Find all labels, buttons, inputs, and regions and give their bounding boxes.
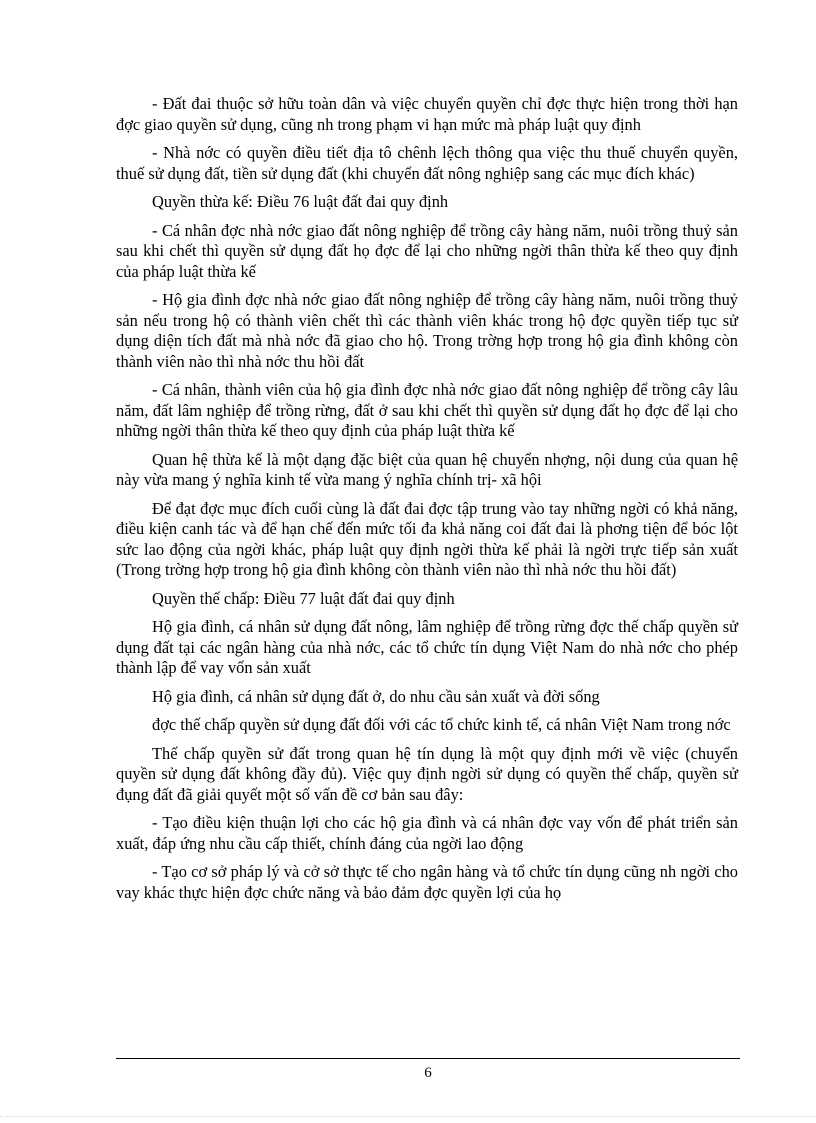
page-bottom-edge	[0, 1116, 816, 1117]
footer-rule	[116, 1058, 740, 1059]
paragraph: - Tạo điều kiện thuận lợi cho các hộ gia đình và cá nhân đợc vay vốn để phát triển sản xuất, đáp ứng nhu cầu cấp thiết, chính đáng của ngời lao động	[116, 813, 738, 853]
paragraph: - Đất đai thuộc sở hữu toàn dân và việc chuyển quyền chỉ đợc thực hiện trong thời hạn đợc giao quyền sử dụng, cũng nh trong phạm vi hạn mức mà pháp luật quy định	[116, 94, 738, 134]
paragraph: Hộ gia đình, cá nhân sử dụng đất nông, lâm nghiệp để trồng rừng đợc thế chấp quyền sử dụng đất tại các ngân hàng của nhà nớc, các tổ chức tín dụng Việt Nam do nhà nớc cho phép thành lập để vay vốn sản xuất	[116, 617, 738, 677]
paragraph: đợc thế chấp quyền sử dụng đất đối với các tổ chức kinh tế, cá nhân Việt Nam trong nớc	[152, 715, 731, 734]
paragraph: - Hộ gia đình đợc nhà nớc giao đất nông nghiệp để trồng cây hàng năm, nuôi trồng thuỷ sản nếu trong hộ có thành viên chết thì các thành viên khác trong hộ đợc quyền tiếp tục sử dụng diện tích đất mà nhà nớc đã giao cho hộ. Trong trờng hợp trong hộ gia đình không còn thành viên nào thì nhà nớc thu hồi đất	[116, 290, 738, 371]
paragraph: Hộ gia đình, cá nhân sử dụng đất ở, do nhu cầu sản xuất và đời sống	[152, 686, 600, 706]
paragraph: Quan hệ thừa kế là một dạng đặc biệt của quan hệ chuyển nhợng, nội dung của quan hệ này vừa mang ý nghĩa kinh tế vừa mang ý nghĩa chính trị- xã hội	[116, 449, 738, 489]
paragraph: - Cá nhân đợc nhà nớc giao đất nông nghiệp để trồng cây hàng năm, nuôi trồng thuỷ sản sau khi chết thì quyền sử dụng đất họ đợc để lại cho những ngời thân thừa kế theo quy định của pháp luật thừa kế	[116, 220, 738, 281]
section-heading-mortgage: Quyền thế chấp: Điều 77 luật đất đai quy định	[152, 588, 455, 608]
document-body	[116, 94, 738, 911]
page-number: 6	[424, 1065, 432, 1081]
paragraph: Để đạt đợc mục đích cuối cùng là đất đai đợc tập trung vào tay những ngời có khả năng, điều kiện canh tác và để hạn chế đến mức tối đa khả năng coi đất đai là phơng tiện để bóc lột sức lao động của ngời khác, pháp luật quy định ngời thừa kế phải là ngời trực tiếp sản xuất (Trong trờng hợp trong hộ gia đình không còn thành viên nào thì nhà nớc thu hồi đất)	[116, 498, 738, 579]
paragraph: - Tạo cơ sở pháp lý và cở sở thực tế cho ngân hàng và tổ chức tín dụng cũng nh ngời cho vay khác thực hiện đợc chức năng và bảo đảm đợc quyền lợi của họ	[116, 862, 738, 902]
paragraph: - Nhà nớc có quyền điều tiết địa tô chênh lệch thông qua việc thu thuế chuyển quyền, thuế sử dụng đất, tiền sử dụng đất (khi chuyển đất nông nghiệp sang các mục đích khác)	[116, 143, 738, 183]
section-heading-inheritance: Quyền thừa kế: Điều 76 luật đất đai quy định	[152, 192, 449, 211]
paragraph: Thế chấp quyền sử đất trong quan hệ tín dụng là một quy định mới về việc (chuyển quyền sử dụng đất không đầy đủ). Việc quy định ngời sử dụng có quyền thế chấp, quyền sử đụng đất đã giải quyết một số vấn đề cơ bản sau đây:	[116, 743, 738, 804]
paragraph: - Cá nhân, thành viên của hộ gia đình đợc nhà nớc giao đất nông nghiệp để trồng cây lâu năm, đất lâm nghiệp để trồng rừng, đất ở sau khi chết thì quyền sử dụng đất họ đợc để lại cho những ngời thân thừa kế theo quy định của pháp luật thừa kế	[116, 380, 738, 440]
